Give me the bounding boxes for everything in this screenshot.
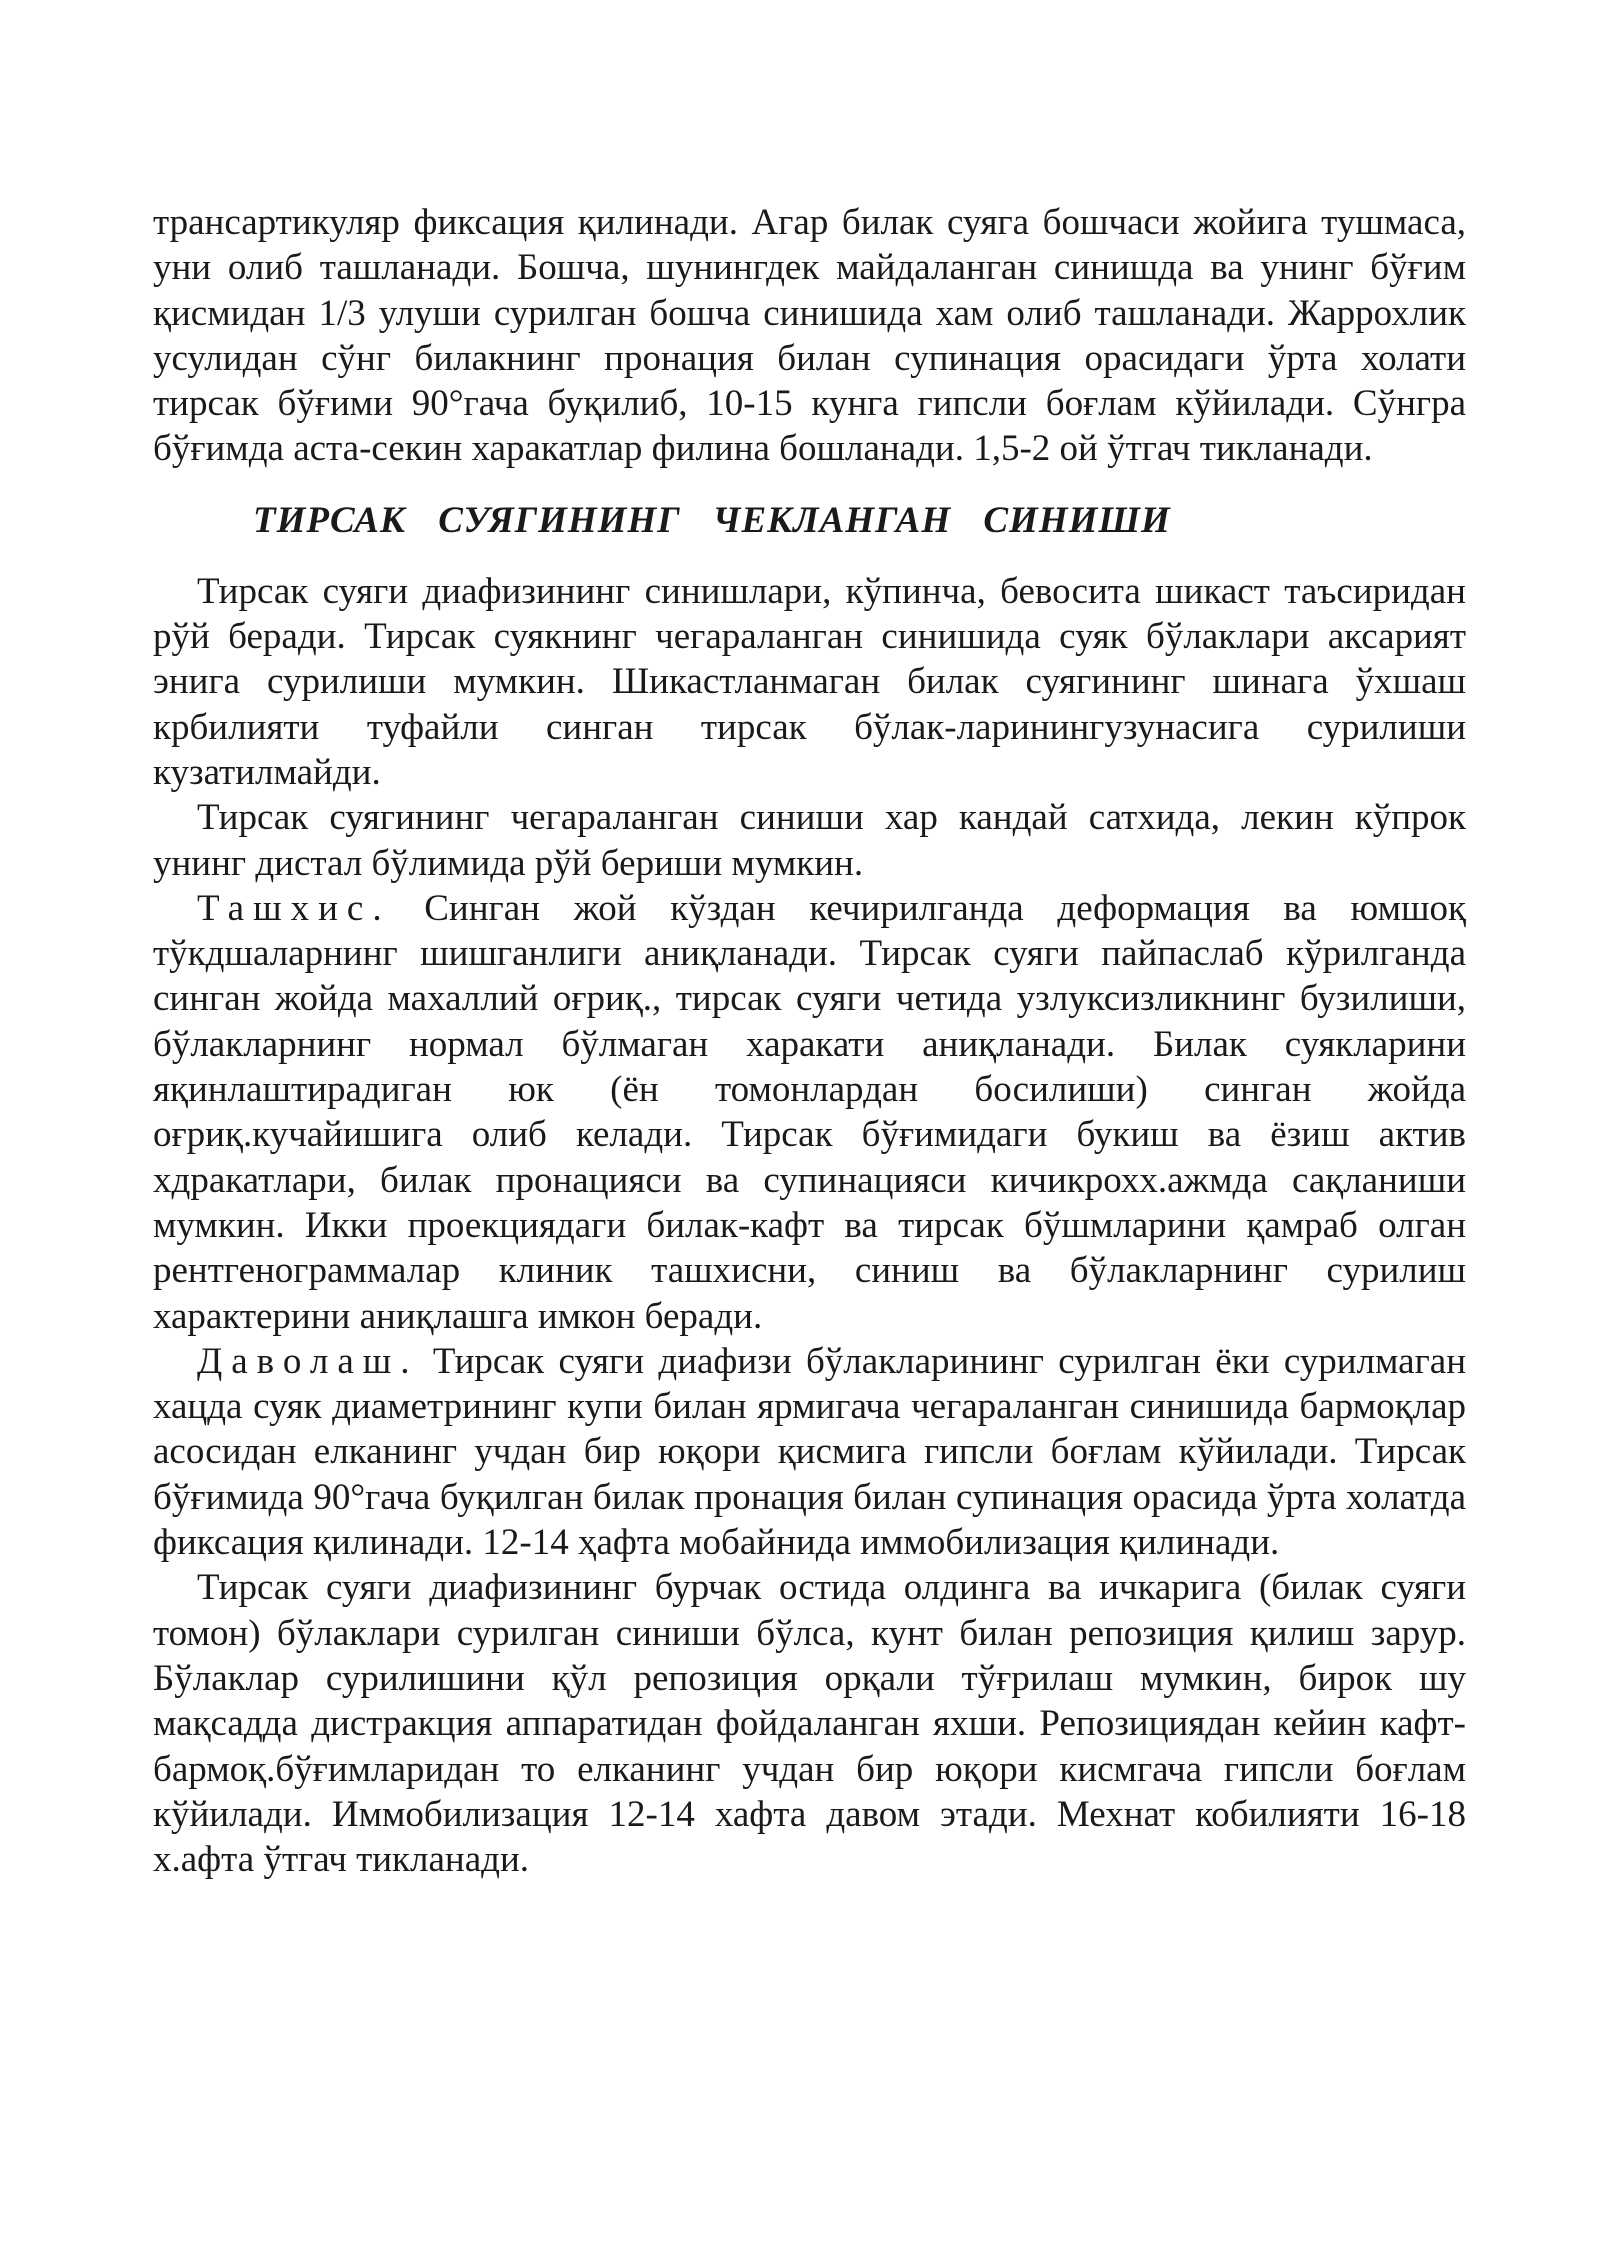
diagnosis-text: Синган жой кўздан кечирилганда деформация ва юмшоқ тўкдшаларнинг шишганлиги аниқланади. Тирсак суяги пайпаслаб кўрилганда синган жойда махаллий оғриқ., тирсак суяги четида узлуксизликнинг бузилиши, бўлакларнинг нормал бўлмаган харакати аниқланади. Билак суякларини яқинлаштирадиган юк (ён томонлардан босилиши) синган жойда оғриқ.кучайишига олиб келади. Тирсак бўғимидаги букиш ва ёзиш актив хдракатлари, билак пронацияси ва супинацияси кичикрохх.ажмда сақланиши мумкин. Икки проекциядаги билак-кафт ва тирсак бўшмларини қамраб олган рентгенограммалар клиник ташхисни, синиш ва бўлакларнинг сурилиш характерини аниқлашга имкон беради. xyxy=(153,887,1466,1337)
paragraph-fracture-causes: Тирсак суяги диафизининг синишлари, кўпинча, бевосита шикаст таъсиридан рўй беради. Тирсак суякнинг чегараланган синишида суяк бўлаклари аксарият энига сурилиши мумкин. Шикастланмаган билак суягининг шинага ўхшаш крбилияти туфайли синган тирсак бўлак-ларинингузунасига сурилиши кузатилмайди. xyxy=(153,570,1466,793)
section-heading: ТИРСАК СУЯГИНИНГ ЧЕКЛАНГАН СИНИШИ xyxy=(253,499,1171,541)
paragraph-treatment xyxy=(153,1339,1466,1565)
paragraph-diagnosis xyxy=(153,886,1466,1339)
document-body xyxy=(153,200,1466,1882)
treatment-text: Тирсак суяги диафизи бўлакларининг сурилган ёки сурилмаган хацда суяк диаметрининг купи билан ярмигача чегараланган синишида бармоқлар асосидан елканинг учдан бир юқори қисмига гипсли боғлам кўйилади. Тирсак бўғимида 90°гача буқилган билак пронация билан супинация орасида ўрта холатда фиксация қилинади. 12-14 ҳафта мобайнида иммобилизация қилинади. xyxy=(153,1340,1466,1564)
diagnosis-label: Ташхис. xyxy=(197,887,391,929)
paragraph-reposition: Тирсак суяги диафизининг бурчак остида олдинга ва ичкарига (билак суяги томон) бўлаклари сурилган синиши бўлса, кунт билан репозиция қилиш зарур. Бўлаклар сурилишини қўл репозиция орқали тўғрилаш мумкин, бирок шу мақсадда дистракция аппаратидан фойдаланган яхши. Репозициядан кейин кафт-бармоқ.бўғимларидан то елканинг учдан бир юқори кисмгача гипсли боғлам кўйилади. Иммобилизация 12-14 хафта давом этади. Мехнат кобилияти 16-18 х.афта ўтгач тикланади. xyxy=(153,1567,1466,1881)
treatment-label: Даволаш. xyxy=(197,1340,419,1382)
paragraph-fracture-location: Тирсак суягининг чегараланган синиши хар кандай сатхида, лекин кўпрок унинг дистал бўлимида рўй бериши мумкин. xyxy=(153,797,1466,884)
intro-paragraph: трансартикуляр фиксация қилинади. Агар билак суяга бошчаси жойига тушмаса, уни олиб ташланади. Бошча, шунингдек майдаланган синишда ва унинг бўғим қисмидан 1/3 улуши сурилган бошча синишида хам олиб ташланади. Жаррохлик усулидан сўнг билакнинг пронация билан супинация орасидаги ўрта холати тирсак бўғими 90°гача буқилиб, 10-15 кунга гипсли боғлам кўйилади. Сўнгра бўғимда аста-секин харакатлар филина бошланади. 1,5-2 ой ўтгач тикланади. xyxy=(153,202,1466,470)
